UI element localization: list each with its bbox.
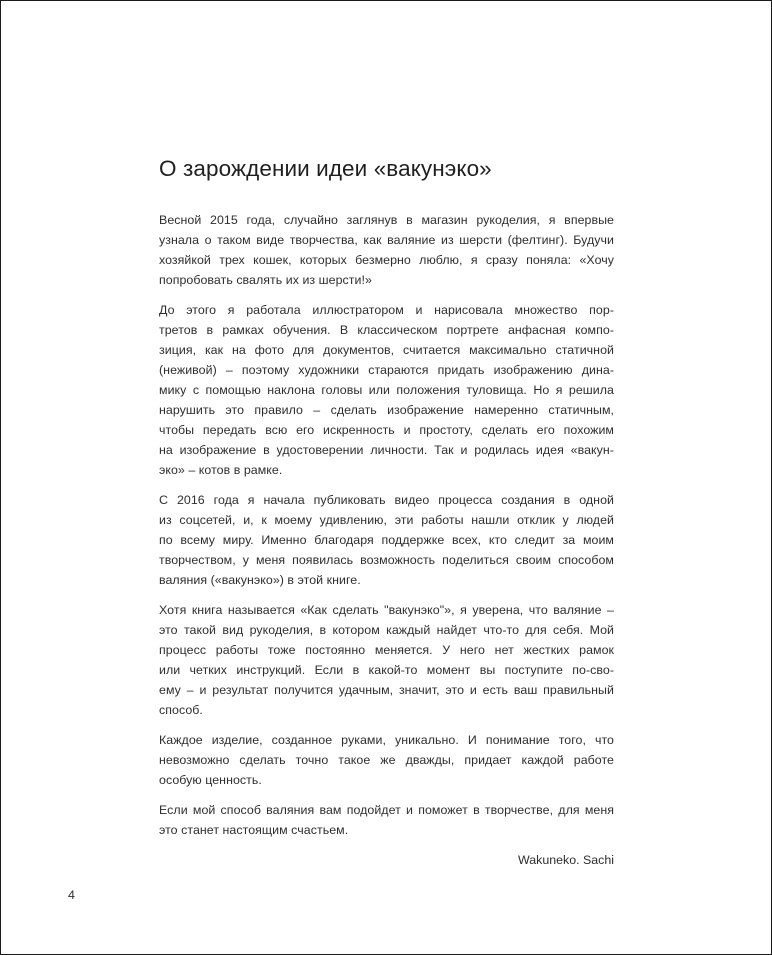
- paragraph: [159, 800, 614, 840]
- paragraph-line: До этого я работала иллюстратором и нарисовала множество пор-: [159, 303, 614, 317]
- paragraph-line: это станет настоящим счастьем.: [159, 823, 349, 837]
- paragraph-line: эко» – котов в рамке.: [159, 463, 283, 477]
- paragraph-line: узнала о таком виде творчества, как валяние из шерсти (фелтинг). Будучи: [159, 233, 614, 247]
- paragraph-line: (неживой) – поэтому художники стараются придать изображению дина-: [159, 363, 614, 377]
- paragraph-line: нарушить это правило – сделать изображение намеренно статичным,: [159, 403, 614, 417]
- page-number: 4: [68, 888, 75, 902]
- page-content: [159, 153, 614, 870]
- paragraph-line: валяния («вакунэко») в этой книге.: [159, 573, 361, 587]
- paragraph-line: на изображение в удостоверении личности. Так и родилась идея «вакун-: [159, 443, 614, 457]
- paragraph-line: по всему миру. Именно благодаря поддержке всех, кто следит за моим: [159, 533, 614, 547]
- paragraph-line: Весной 2015 года, случайно заглянув в магазин рукоделия, я впервые: [159, 213, 614, 227]
- author-signature: Wakuneko. Sachi: [518, 853, 614, 867]
- paragraph-line: особую ценность.: [159, 773, 262, 787]
- paragraph-line: зиция, как на фото для документов, считается максимально статичной: [159, 343, 614, 357]
- paragraph-line: третов в рамках обучения. В классическом портрете анфасная компо-: [159, 323, 614, 337]
- paragraph: [159, 730, 614, 790]
- paragraph-line: Если мой способ валяния вам подойдет и поможет в творчестве, для меня: [159, 803, 614, 817]
- body-text: [159, 210, 614, 840]
- paragraph-line: Хотя книга называется «Как сделать "вакунэко"», я уверена, что валяние –: [159, 603, 614, 617]
- page-title: О зарождении идеи «вакунэко»: [159, 156, 492, 181]
- paragraph-line: это такой вид рукоделия, в котором каждый найдет что-то для себя. Мой: [159, 623, 614, 637]
- paragraph: [159, 600, 614, 720]
- paragraph-line: чтобы передать всю его искренность и простоту, сделать его похожим: [159, 423, 614, 437]
- paragraph-line: хозяйкой трех кошек, которых безмерно люблю, я сразу поняла: «Хочу: [159, 253, 614, 267]
- paragraph-line: процесс работы тоже постоянно меняется. У него нет жестких рамок: [159, 643, 614, 657]
- paragraph-line: ему – и результат получится удачным, значит, это и есть ваш правильный: [159, 683, 614, 697]
- paragraph-line: мику с помощью наклона головы или положения туловища. Но я решила: [159, 383, 614, 397]
- paragraph-line: Каждое изделие, созданное руками, уникально. И понимание того, что: [159, 733, 614, 747]
- paragraph-line: из соцсетей, и, к моему удивлению, эти работы нашли отклик у людей: [159, 513, 614, 527]
- paragraph-line: или четких инструкций. Если в какой-то момент вы поступите по-сво-: [159, 663, 614, 677]
- paragraph: [159, 490, 614, 590]
- paragraph-line: С 2016 года я начала публиковать видео процесса создания в одной: [159, 493, 614, 507]
- paragraph: [159, 210, 614, 290]
- paragraph-line: способ.: [159, 703, 203, 717]
- paragraph: [159, 300, 614, 480]
- paragraph-line: творчеством, у меня появилась возможность поделиться своим способом: [159, 553, 614, 567]
- paragraph-line: невозможно сделать точно такое же дважды, придает каждой работе: [159, 753, 614, 767]
- paragraph-line: попробовать свалять их из шерсти!»: [159, 273, 372, 287]
